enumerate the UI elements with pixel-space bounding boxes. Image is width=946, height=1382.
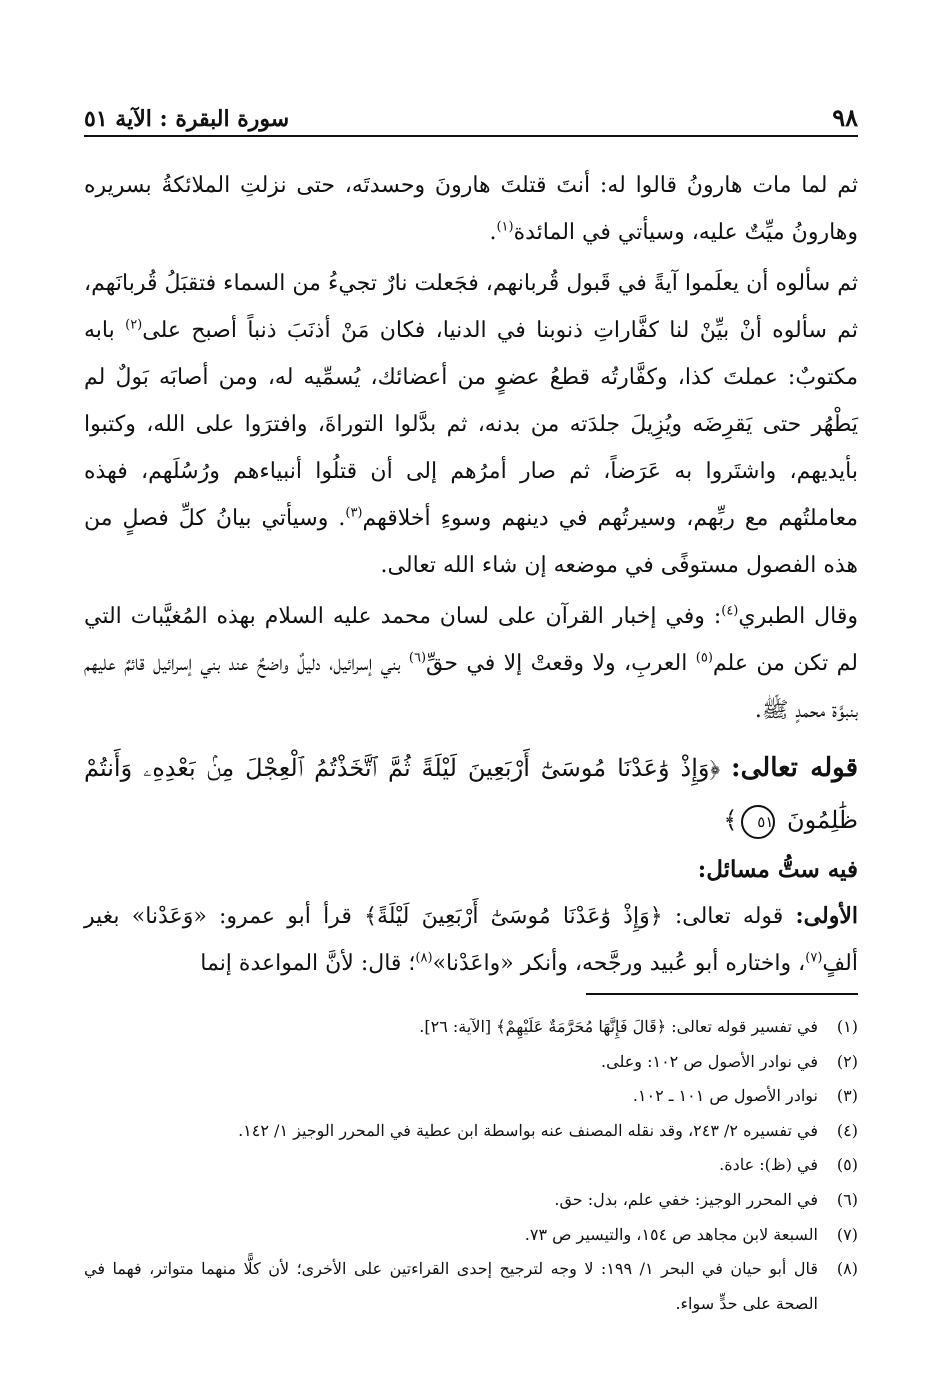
paragraph: الأولى: قوله تعالى: ﴿وَإِذْ وَٰعَدْنَا مُوسَىٰٓ أَرْبَعِينَ لَيْلَةً﴾ قرأ أبو عمرو: «وَعَدْنا» بغير ألفٍ$^{(٧)}$، واختاره أبو عُبيد ورجَّحه، وأنكر «واعَدْنا»$^{(٨)}$؛ قال: لأنَّ المواعدة إنما: [84, 903, 858, 976]
footnote-marker[interactable]: (٧): [805, 950, 823, 966]
paragraph: ثم لما مات هارونُ قالوا له: أنتَ قتلتَ هارونَ وحسدتَه، حتى نزلتِ الملائكةُ بسريره وهارونُ ميِّتٌ عليه، وسيأتي في المائدة$^{(١)}$.: [84, 173, 858, 245]
verse-heading: [84, 742, 858, 846]
footnote: (٧) السبعة لابن مجاهد ص ١٥٤، والتيسير ص ٧٣.: [524, 1224, 858, 1244]
page-header: [84, 92, 858, 132]
running-title: سورة البقرة : الآية ٥١: [84, 106, 290, 132]
quran-verse: ﴿وَإِذْ وَٰعَدْنَا مُوسَىٰٓ أَرْبَعِينَ لَيْلَةً ثُمَّ ٱتَّخَذْتُمُ ٱلْعِجْلَ مِنۢ بَعْدِهِۦ وَأَنتُمْ ظَٰلِمُونَ: [84, 754, 858, 834]
footnote-marker[interactable]: (٦): [408, 650, 427, 666]
footnotes: [84, 1010, 858, 1321]
footnote: (٦) في المحرر الوجيز: خفي علم، بدل: حق.: [554, 1189, 858, 1209]
footnote-marker[interactable]: (١): [496, 219, 514, 235]
footnote-marker[interactable]: (٥): [695, 650, 713, 666]
paragraph: ثم سألوه أن يعلَموا آيةً في قَبول قُربانهم، فجَعلت نارٌ تجيءُ من السماء فتقبَلُ قُربانَهم، ثم سألوه أنْ بيِّنْ لنا كفَّاراتِ ذنوبنا في الدنيا، فكان مَنْ أذنَبَ ذنباً أصبح على$^{(٢)}$ بابه مكتوبٌ: عملتَ كذا، وكفَّارتُه قطعُ عضوٍ من أعضائك، يُسمِّيه له، ومن أصابَه بَولٌ لم يَطْهُر حتى يَقرِضَه ويُزِيلَ جلدَته من بدنه، ثم بدَّلوا التوراةَ، وافترَوا على الله، وكتبوا بأيديهم، واشتَروا به عَرَضاً، ثم صار أمرُهم إلى أن قتلُوا أنبياءهم ورُسُلَهم، فهذه معاملتُهم مع ربِّهم، وسيرتُهم في دينهم وسوءِ أخلاقهم$^{(٣)}$. وسيأتي بيانُ كلِّ فصلٍ من هذه الفصول مستوفًى في موضعه إن شاء الله تعالى.: [84, 271, 859, 578]
verse-lead: قوله تعالى:: [731, 753, 858, 783]
footnote: (٣) نوادر الأصول ص ١٠١ ـ ١٠٢.: [632, 1086, 858, 1106]
footnote: (٨) قال أبو حيان في البحر ١/ ١٩٩: لا وجه لترجيح إحدى القراءتين على الأخرى؛ لأن كلًّا منهما متواتر، فهما في الصحة على حدٍّ سواء.: [84, 1259, 858, 1313]
issues-subheading: فيه ستُّ مسائل:: [697, 856, 858, 883]
footnote-marker[interactable]: (٨): [415, 950, 433, 966]
issue-label: الأولى:: [795, 903, 858, 929]
footnote: (١) في تفسير قوله تعالى: ﴿قَالَ فَإِنَّهَا مُحَرَّمَةٌ عَلَيْهِمْ﴾ [الآية: ٢٦].: [419, 1017, 858, 1036]
header-divider: [84, 135, 858, 137]
footnote-marker[interactable]: (٤): [721, 603, 739, 619]
footnote-divider: [586, 993, 858, 995]
page-number: ٩٨: [832, 103, 858, 132]
verse-close: ﴾: [723, 806, 738, 834]
footnote-marker[interactable]: (٣): [345, 505, 363, 521]
footnote: (٥) في (ظ): عادة.: [719, 1155, 858, 1175]
footnote-marker[interactable]: (٢): [125, 317, 143, 333]
paragraph: وقال الطبري$^{(٤)}$: وفي إخبار القرآن على لسان محمد عليه السلام بهذه المُغيَّبات التي لم تكن من علم$^{(٥)}$ العربِ، ولا وقعتْ إلا في حقِّ$^{(٦)}$ بني إسرائيل، دليلٌ واضحٌ عند بني إسرائيل قائمٌ عليهم بنبوَّة محمدٍ ﷺ.: [84, 603, 858, 723]
footnote: (٤) في تفسيره ٢/ ٢٤٣، وقد نقله المصنف عنه بواسطة ابن عطية في المحرر الوجيز ١/ ١٤٢.: [238, 1120, 858, 1140]
ayah-number-icon: ٥١: [741, 805, 775, 839]
main-text: [84, 162, 858, 987]
footnote: (٢) في نوادر الأصول ص ١٠٢: وعلى.: [601, 1051, 858, 1071]
